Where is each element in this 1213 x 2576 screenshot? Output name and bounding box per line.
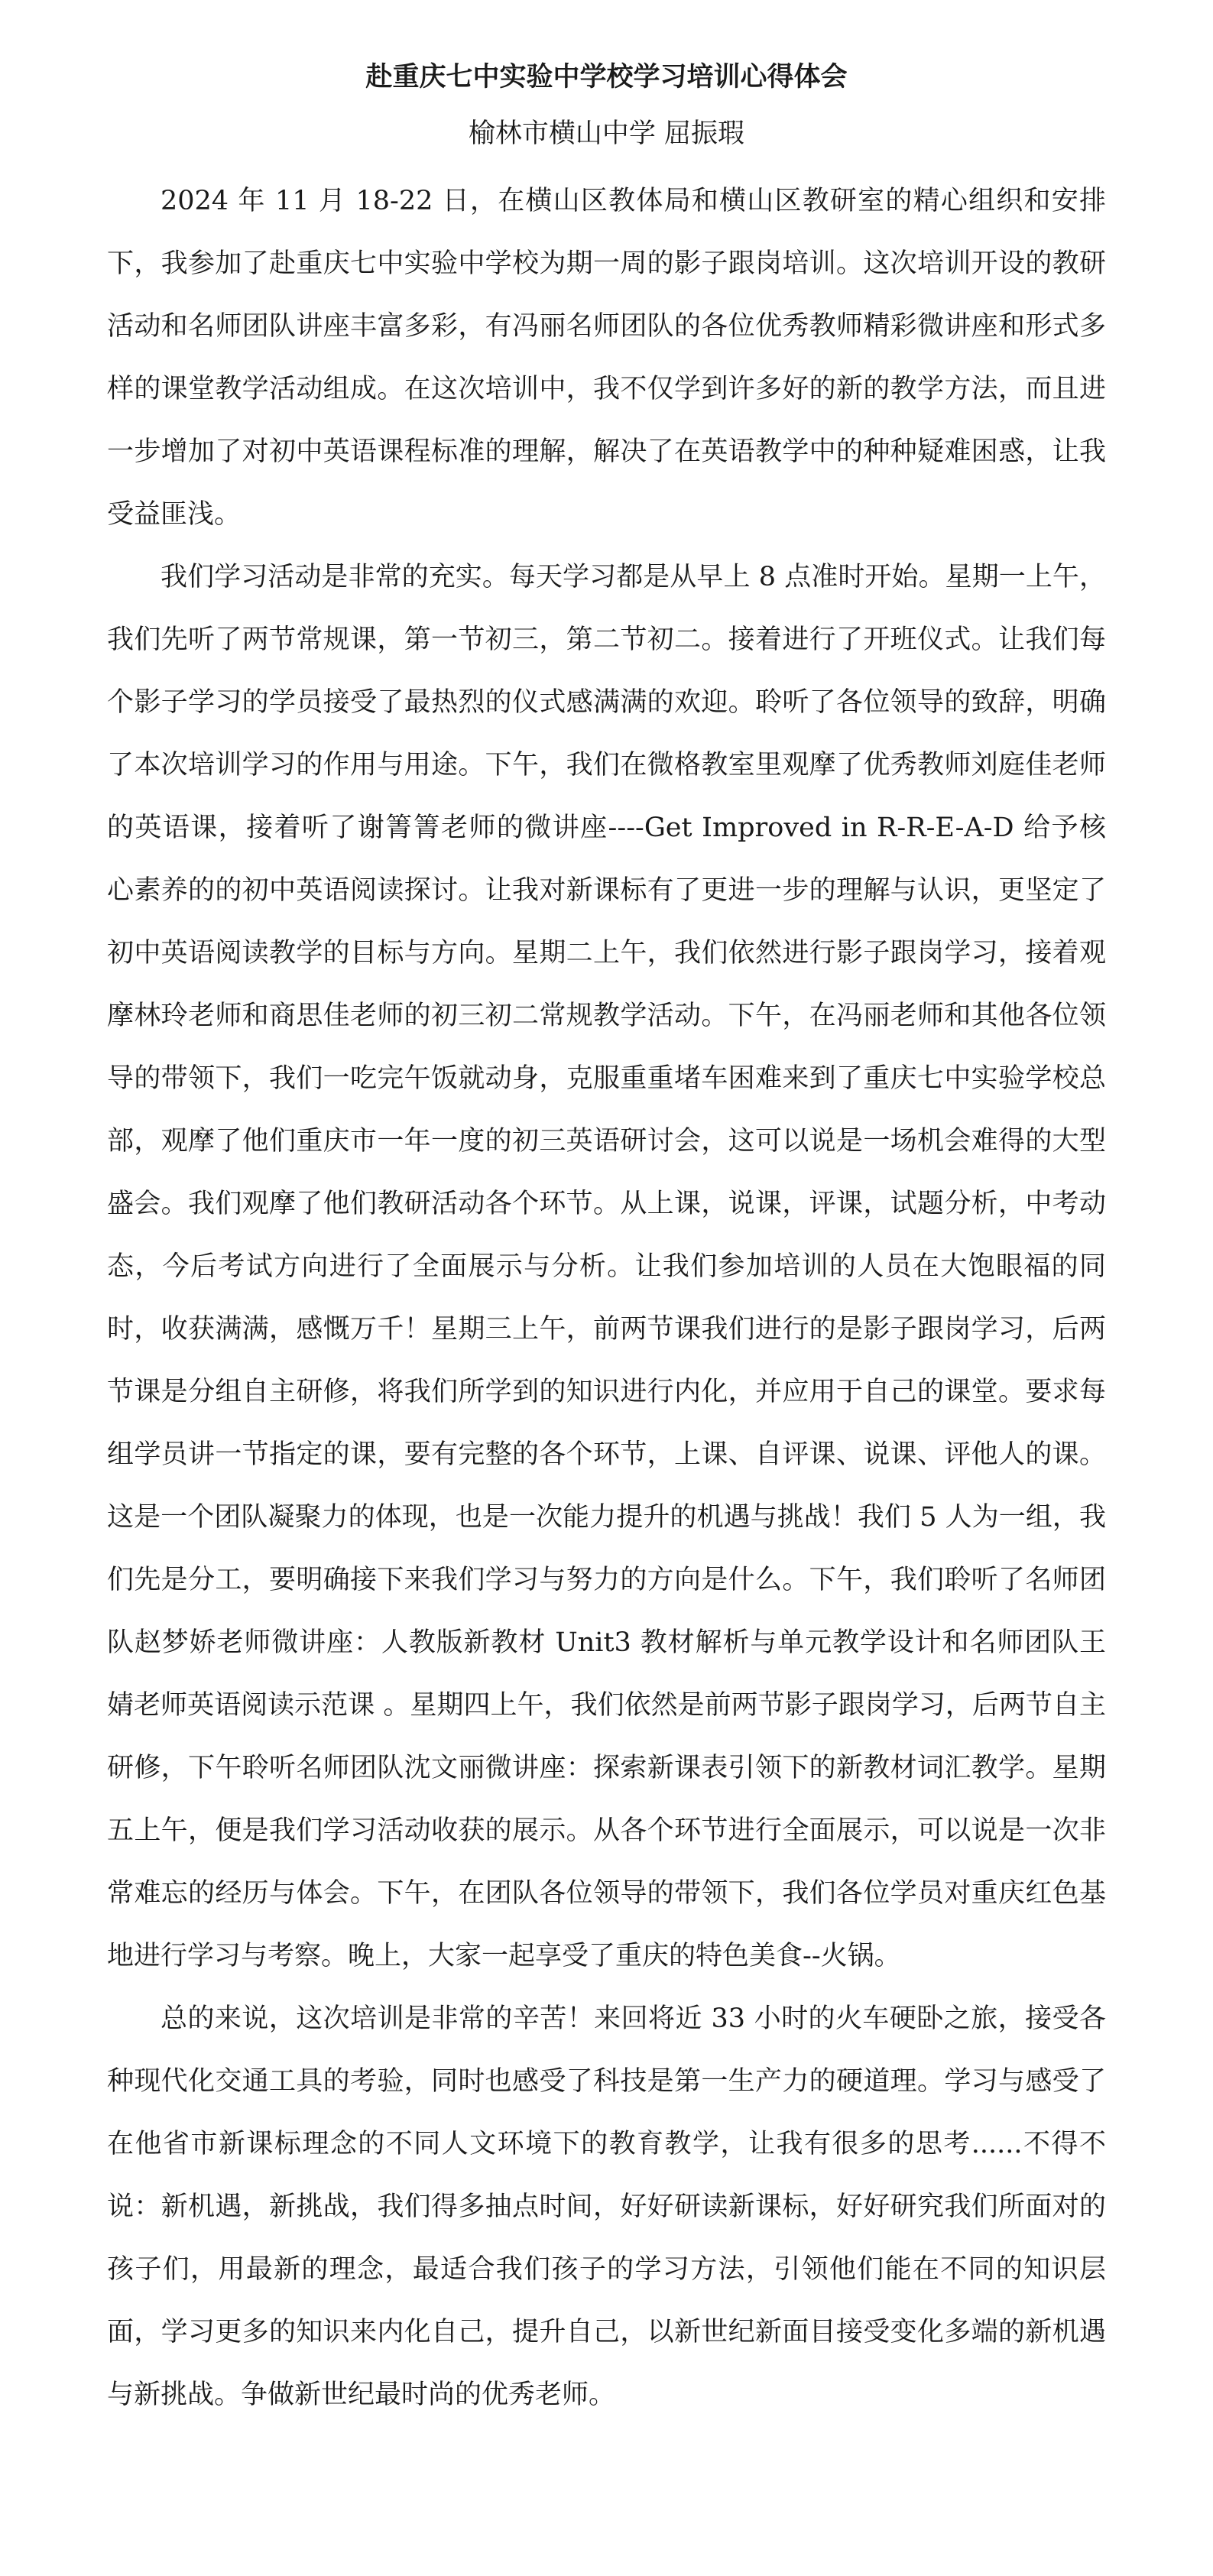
paragraph-summary: 总的来说，这次培训是非常的辛苦！来回将近 33 小时的火车硬卧之旅，接受各种现代化交通工具的考验，同时也感受了科技是第一生产力的硬道理。学习与感受了在他省市新课标理念的不同人文环境下的教育教学，让我有很多的思考......不得不说：新机遇，新挑战，我们得多抽点时间，好好研读新课标，好好研究我们所面对的孩子们，用最新的理念，最适合我们孩子的学习方法，引领他们能在不同的知识层面，学习更多的知识来内化自己，提升自己，以新世纪新面目接受变化多端的新机遇与新挑战。争做新世纪最时尚的优秀老师。 — [107, 2003, 1106, 2410]
document-title: 赴重庆七中实验中学校学习培训心得体会 — [365, 61, 848, 92]
paragraph-intro: 2024 年 11 月 18-22 日，在横山区教体局和横山区教研室的精心组织和安排下，我参加了赴重庆七中实验中学校为期一周的影子跟岗培训。这次培训开设的教研活动和名师团队讲座丰富多彩，有冯丽名师团队的各位优秀教师精彩微讲座和形式多样的课堂教学活动组成。在这次培训中，我不仅学到许多好的新的教学方法，而且进一步增加了对初中英语课程标准的理解，解决了在英语教学中的种种疑难困惑，让我受益匪浅。 — [107, 186, 1106, 530]
document-author: 榆林市横山中学 屈振瑕 — [468, 118, 745, 149]
paragraph-activities: 我们学习活动是非常的充实。每天学习都是从早上 8 点准时开始。星期一上午，我们先听了两节常规课，第一节初三，第二节初二。接着进行了开班仪式。让我们每个影子学习的学员接受了最热烈的仪式感满满的欢迎。聆听了各位领导的致辞，明确了本次培训学习的作用与用途。下午，我们在微格教室里观摩了优秀教师刘庭佳老师的英语课，接着听了谢箐箐老师的微讲座----Get Improved in R-R-E-A-D 给予核心素养的的初中英语阅读探讨。让我对新课标有了更进一步的理解与认识，更坚定了初中英语阅读教学的目标与方向。星期二上午，我们依然进行影子跟岗学习，接着观摩林玲老师和商思佳老师的初三初二常规教学活动。下午，在冯丽老师和其他各位领导的带领下，我们一吃完午饭就动身，克服重重堵车困难来到了重庆七中实验学校总部，观摩了他们重庆市一年一度的初三英语研讨会，这可以说是一场机会难得的大型盛会。我们观摩了他们教研活动各个环节。从上课，说课，评课，试题分析，中考动态，今后考试方向进行了全面展示与分析。让我们参加培训的人员在大饱眼福的同时，收获满满，感慨万千！星期三上午，前两节课我们进行的是影子跟岗学习，后两节课是分组自主研修，将我们所学到的知识进行内化，并应用于自己的课堂。要求每组学员讲一节指定的课，要有完整的各个环节，上课、自评课、说课、评他人的课。这是一个团队凝聚力的体现，也是一次能力提升的机遇与挑战！我们 5 人为一组，我们先是分工，要明确接下来我们学习与努力的方向是什么。下午，我们聆听了名师团队赵梦娇老师微讲座：人教版新教材 Unit3 教材解析与单元教学设计和名师团队王婧老师英语阅读示范课 。星期四上午，我们依然是前两节影子跟岗学习，后两节自主研修，下午聆听名师团队沈文丽微讲座：探索新课表引领下的新教材词汇教学。星期五上午，便是我们学习活动收获的展示。从各个环节进行全面展示，可以说是一次非常难忘的经历与体会。下午，在团队各位领导的带领下，我们各位学员对重庆红色基地进行学习与考察。晚上，大家一起享受了重庆的特色美食--火锅。 — [107, 562, 1106, 1971]
